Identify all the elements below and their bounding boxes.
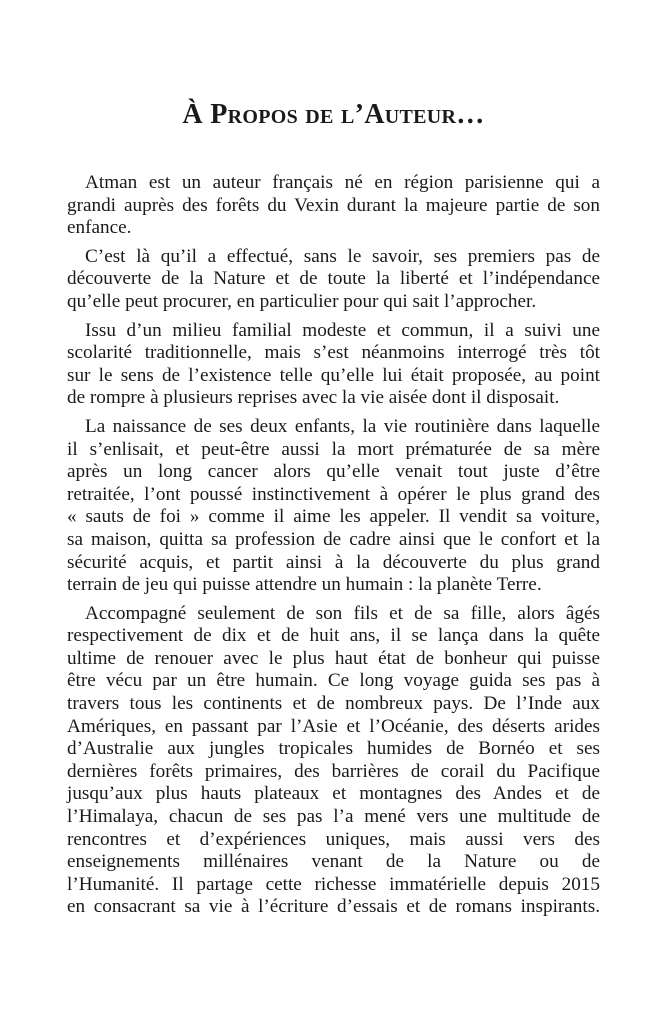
- text-line: découverte de la Nature et de toute la liberté et l’indépendance: [67, 268, 600, 290]
- text-line: Accompagné seulement de son fils et de sa fille, alors âgés: [85, 602, 600, 624]
- text-line: ultime de renouer avec le plus haut état de bonheur qui puisse: [67, 647, 600, 669]
- paragraph-2: [67, 246, 600, 314]
- paragraph-4: [67, 416, 600, 597]
- text-line: travers tous les continents et de nombreux pays. De l’Inde aux: [67, 693, 600, 715]
- text-line: de rompre à plusieurs reprises avec la vie aisée dont il disposait.: [67, 387, 560, 409]
- text-line: respectivement de dix et de huit ans, il se lança dans la quête: [67, 625, 600, 647]
- text-line: après un long cancer alors qu’elle venait tout juste d’être: [67, 461, 600, 483]
- text-line: sa maison, quitta sa profession de cadre ainsi que le confort et la: [67, 528, 600, 550]
- text-line: Amériques, en passant par l’Asie et l’Océanie, des déserts arides: [67, 715, 600, 737]
- text-line: qu’elle peut procurer, en particulier pour qui sait l’approcher.: [67, 290, 537, 312]
- text-line: être vécu par un être humain. Ce long voyage guida ses pas à: [67, 670, 600, 692]
- text-line: C’est là qu’il a effectué, sans le savoir, ses premiers pas de: [85, 245, 600, 267]
- text-line: l’Humanité. Il partage cette richesse immatérielle depuis 2015: [67, 873, 600, 895]
- text-line: dernières forêts primaires, des barrières de corail du Pacifique: [67, 760, 600, 782]
- biography-text: [67, 172, 600, 925]
- text-line: enfance.: [67, 217, 132, 239]
- text-line: sécurité acquis, et partit ainsi à la découverte du plus grand: [67, 551, 600, 573]
- text-line: Issu d’un milieu familial modeste et commun, il a suivi une: [85, 319, 600, 341]
- paragraph-1: [67, 172, 600, 240]
- text-line: terrain de jeu qui puisse attendre un humain : la planète Terre.: [67, 574, 542, 596]
- text-line: l’Himalaya, chacun de ses pas l’a mené vers une multitude de: [67, 806, 600, 828]
- paragraph-5: [67, 603, 600, 919]
- text-line: enseignements millénaires venant de la Nature ou de: [67, 851, 600, 873]
- text-line: jusqu’aux plus hauts plateaux et montagnes des Andes et de: [67, 783, 600, 805]
- text-line: rencontres et d’expériences uniques, mais aussi vers des: [67, 828, 600, 850]
- text-line: La naissance de ses deux enfants, la vie routinière dans laquelle: [85, 415, 600, 437]
- text-line: il s’enlisait, et peut-être aussi la mort prématurée de sa mère: [67, 438, 600, 460]
- text-line: grandi auprès des forêts du Vexin durant la majeure partie de son: [67, 194, 600, 216]
- text-line: scolarité traditionnelle, mais s’est néanmoins interrogé très tôt: [67, 342, 600, 364]
- text-line: Atman est un auteur français né en région parisienne qui a: [85, 172, 600, 193]
- text-line: « sauts de foi » comme il aime les appeler. Il vendit sa voiture,: [67, 506, 600, 528]
- paragraph-3: [67, 320, 600, 410]
- text-line: en consacrant sa vie à l’écriture d’essais et de romans inspirants.: [67, 896, 600, 918]
- text-line: d’Australie aux jungles tropicales humides de Bornéo et ses: [67, 738, 600, 760]
- text-line: retraitée, l’ont poussé instinctivement à opérer le plus grand des: [67, 483, 600, 505]
- text-line: sur le sens de l’existence telle qu’elle lui était proposée, au point: [67, 364, 600, 386]
- page-title: À Propos de l’Auteur…: [182, 98, 485, 130]
